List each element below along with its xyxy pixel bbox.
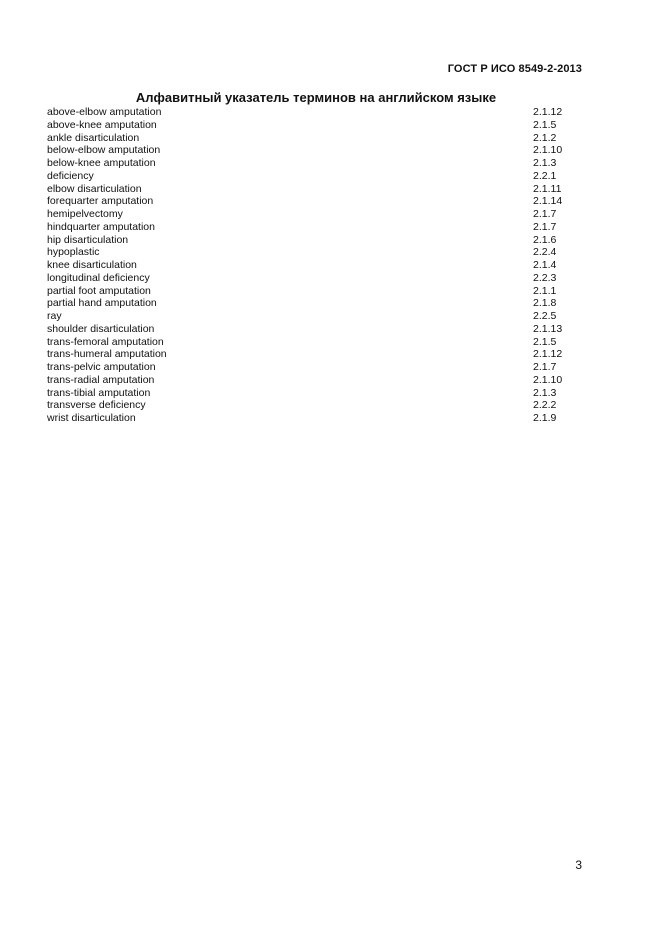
index-ref: 2.1.2 [533, 131, 557, 144]
index-term: hypoplastic [47, 246, 100, 259]
index-entry [47, 323, 587, 336]
index-ref: 2.1.7 [533, 208, 557, 220]
index-term: hemipelvectomy [47, 208, 123, 220]
index-term: elbow disarticulation [47, 182, 142, 195]
index-ref: 2.2.1 [533, 169, 557, 182]
index-ref: 2.1.14 [533, 195, 563, 208]
index-term: above-elbow amputation [47, 106, 162, 118]
index-ref: 2.1.5 [533, 335, 557, 348]
index-term: trans-humeral amputation [47, 348, 167, 361]
index-entry [47, 157, 587, 170]
index-list [47, 106, 587, 425]
index-ref: 2.1.1 [533, 284, 557, 297]
index-term: knee disarticulation [47, 259, 137, 271]
index-ref: 2.2.5 [533, 310, 557, 322]
index-term: ray [47, 310, 62, 322]
index-term: above-knee amputation [47, 118, 157, 131]
index-term: longitudinal deficiency [47, 271, 150, 284]
index-ref: 2.1.11 [533, 182, 562, 195]
index-ref: 2.1.7 [533, 220, 557, 233]
index-entry [47, 234, 587, 247]
index-ref: 2.1.3 [533, 386, 557, 399]
index-ref: 2.1.13 [533, 322, 563, 335]
index-term: hindquarter amputation [47, 220, 155, 233]
document-code: ГОСТ Р ИСО 8549-2-2013 [447, 63, 582, 75]
index-term: partial hand amputation [47, 297, 157, 310]
index-term: trans-femoral amputation [47, 335, 164, 348]
index-entry [47, 374, 587, 387]
index-term: trans-radial amputation [47, 373, 155, 386]
index-ref: 2.1.4 [533, 259, 557, 271]
index-ref: 2.1.12 [533, 348, 563, 361]
index-entry [47, 246, 587, 259]
index-term: deficiency [47, 169, 94, 182]
index-ref: 2.1.8 [533, 297, 557, 310]
index-term: wrist disarticulation [47, 412, 136, 424]
index-term: partial foot amputation [47, 284, 151, 297]
page-number: 3 [575, 858, 582, 872]
index-entry [47, 285, 587, 298]
index-entry [47, 272, 587, 285]
index-entry [47, 106, 587, 119]
index-title: Алфавитный указатель терминов на английском языке [135, 90, 497, 105]
index-entry [47, 119, 587, 132]
index-entry [47, 195, 587, 208]
index-entry [47, 361, 587, 374]
index-entry [47, 170, 587, 183]
index-entry [47, 310, 587, 323]
index-ref: 2.1.12 [533, 106, 563, 118]
index-entry [47, 144, 587, 157]
index-ref: 2.2.3 [533, 271, 557, 284]
index-ref: 2.1.6 [533, 233, 557, 246]
index-entry [47, 297, 587, 310]
index-term: trans-pelvic amputation [47, 361, 156, 373]
index-term: ankle disarticulation [47, 131, 140, 144]
index-ref: 2.1.10 [533, 373, 563, 386]
index-ref: 2.1.3 [533, 157, 557, 169]
index-term: shoulder disarticulation [47, 322, 155, 335]
index-term: below-elbow amputation [47, 144, 161, 157]
index-ref: 2.2.4 [533, 246, 557, 259]
index-ref: 2.1.10 [533, 144, 563, 157]
index-entry [47, 336, 587, 349]
index-ref: 2.1.7 [533, 361, 557, 373]
index-entry [47, 348, 587, 361]
index-term: transverse deficiency [47, 399, 146, 412]
index-entry [47, 259, 587, 272]
index-term: forequarter amputation [47, 195, 154, 208]
index-entry [47, 132, 587, 145]
index-entry [47, 183, 587, 196]
index-ref: 2.1.5 [533, 118, 557, 131]
index-term: trans-tibial amputation [47, 386, 151, 399]
index-entry [47, 412, 587, 425]
index-entry [47, 387, 587, 400]
index-entry [47, 221, 587, 234]
index-entry [47, 208, 587, 221]
index-term: hip disarticulation [47, 233, 129, 246]
index-ref: 2.2.2 [533, 399, 557, 412]
index-ref: 2.1.9 [533, 412, 557, 424]
index-term: below-knee amputation [47, 157, 156, 169]
index-entry [47, 399, 587, 412]
